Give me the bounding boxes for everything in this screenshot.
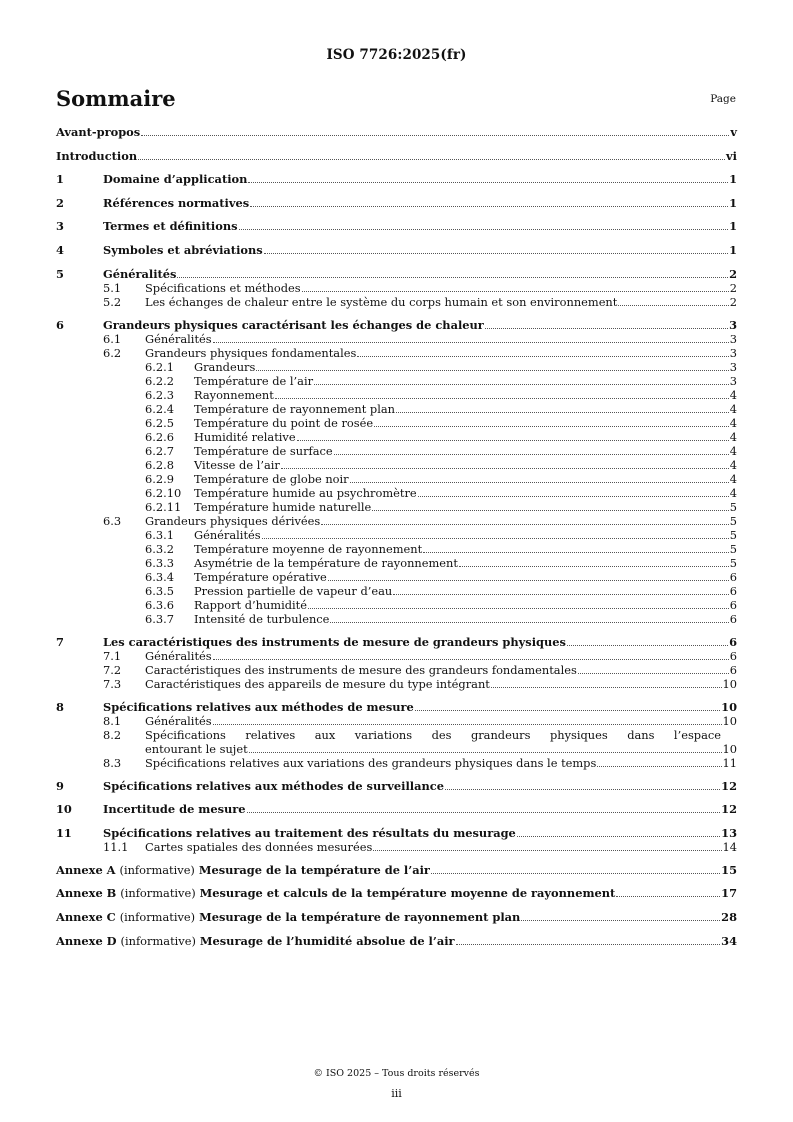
copyright-notice: © ISO 2025 – Tous droits réservés bbox=[313, 1068, 480, 1079]
dot-leader bbox=[330, 622, 728, 623]
toc-entry-page: 6 bbox=[729, 648, 737, 663]
dot-leader bbox=[321, 524, 729, 525]
toc-entry-number: 6.2.1 bbox=[145, 359, 174, 374]
toc-entry-title: Spécifications relatives aux méthodes de mesure bbox=[103, 699, 414, 714]
toc-entry-title: Introduction bbox=[56, 148, 138, 163]
toc-entry-number: 3 bbox=[56, 219, 64, 234]
annex-type: (informative) bbox=[120, 886, 196, 901]
toc-entry-page: 12 bbox=[721, 802, 737, 817]
toc-entry-number: 8.3 bbox=[103, 755, 122, 770]
toc-entry-page: 5 bbox=[729, 527, 737, 542]
toc-entry-title: Mesurage de la température de rayonnement plan bbox=[199, 909, 521, 924]
toc-entry-title: Avant-propos bbox=[56, 125, 141, 139]
dot-leader bbox=[141, 135, 729, 136]
dot-leader bbox=[350, 482, 729, 483]
toc-entry-title: Symboles et abréviations bbox=[103, 242, 263, 257]
annex-label: Annexe A bbox=[56, 862, 116, 877]
toc-entry-section-6[interactable] bbox=[56, 318, 737, 332]
dot-leader bbox=[459, 566, 729, 567]
toc-entry-section-11[interactable] bbox=[56, 826, 737, 840]
page-number: iii bbox=[391, 1087, 402, 1100]
toc-entry-title: Température opérative bbox=[194, 569, 327, 584]
toc-entry-page: 11 bbox=[722, 755, 737, 770]
toc-entry-6-3-6[interactable] bbox=[56, 598, 737, 612]
toc-entry-number: 7 bbox=[56, 634, 64, 649]
dot-leader bbox=[393, 594, 729, 595]
toc-entry-7-2[interactable] bbox=[56, 663, 737, 677]
toc-entry-5-2[interactable] bbox=[56, 295, 737, 309]
toc-entry-title: Asymétrie de la température de rayonnement bbox=[194, 555, 458, 570]
toc-entry-page: 5 bbox=[729, 499, 737, 514]
dot-leader bbox=[418, 496, 729, 497]
toc-entry-title: Température de rayonnement plan bbox=[194, 401, 395, 416]
toc-entry-page: v bbox=[730, 125, 737, 139]
toc-entry-page: 4 bbox=[729, 457, 737, 472]
dot-leader bbox=[314, 384, 729, 385]
toc-entry-page: 5 bbox=[729, 541, 737, 556]
toc-entry-title: Température de surface bbox=[194, 443, 333, 458]
toc-entry-title: Généralités bbox=[145, 331, 212, 346]
toc-entry-number: 11 bbox=[56, 825, 72, 840]
toc-entry-number: 6 bbox=[56, 317, 64, 332]
dot-leader bbox=[334, 454, 729, 455]
toc-entry-title: Généralités bbox=[145, 713, 212, 728]
toc-entry-6-2-1[interactable] bbox=[56, 360, 737, 374]
toc-entry-title: Domaine d’application bbox=[103, 172, 248, 187]
toc-entry-6-2-5[interactable] bbox=[56, 416, 737, 430]
toc-entry-number: 6.2.5 bbox=[145, 415, 174, 430]
toc-entry-page: 6 bbox=[729, 583, 737, 598]
toc-entry-number: 6.2.9 bbox=[145, 471, 174, 486]
toc-entry-number: 8.2 bbox=[103, 727, 122, 742]
toc-entry-page: 15 bbox=[721, 862, 737, 877]
toc-entry-title: Spécifications relatives aux méthodes de surveillance bbox=[103, 778, 444, 793]
toc-entry-page: 1 bbox=[729, 242, 737, 257]
toc-entry-title: Termes et définitions bbox=[103, 219, 238, 234]
toc-entry-title: Spécifications relatives au traitement des résultats du mesurage bbox=[103, 825, 516, 840]
toc-entry-title: Grandeurs bbox=[194, 359, 256, 374]
dot-leader bbox=[177, 277, 728, 278]
table-of-contents bbox=[56, 125, 737, 948]
toc-entry-title: Grandeurs physiques fondamentales bbox=[145, 345, 357, 360]
dot-leader bbox=[213, 724, 722, 725]
toc-entry-page: 1 bbox=[729, 172, 737, 187]
dot-leader bbox=[213, 342, 729, 343]
toc-entry-6-3-3[interactable] bbox=[56, 556, 737, 570]
toc-entry-number: 6.2.7 bbox=[145, 443, 174, 458]
toc-entry-number: 6.2.8 bbox=[145, 457, 174, 472]
toc-entry-6-3-4[interactable] bbox=[56, 570, 737, 584]
dot-leader bbox=[423, 552, 729, 553]
toc-entry-number: 6.2.11 bbox=[145, 499, 182, 514]
dot-leader bbox=[431, 873, 720, 874]
toc-entry-8-1[interactable] bbox=[56, 714, 737, 728]
dot-leader bbox=[328, 580, 729, 581]
toc-entry-title: Mesurage de la température de l’air bbox=[198, 862, 430, 877]
toc-entry-page: 10 bbox=[722, 676, 737, 691]
dot-leader bbox=[456, 944, 721, 945]
toc-entry-number: 11.1 bbox=[103, 839, 129, 854]
toc-entry-6-2-8[interactable] bbox=[56, 458, 737, 472]
toc-entry-6-2-4[interactable] bbox=[56, 402, 737, 416]
toc-entry-number: 6.2.6 bbox=[145, 429, 174, 444]
toc-entry-number: 9 bbox=[56, 778, 64, 793]
toc-entry-title: Incertitude de mesure bbox=[103, 802, 246, 817]
toc-entry-number: 5 bbox=[56, 266, 64, 281]
toc-entry-section-5[interactable] bbox=[56, 267, 737, 281]
toc-entry-section-3[interactable] bbox=[56, 219, 737, 233]
toc-entry-11-1[interactable] bbox=[56, 840, 737, 854]
toc-entry-6-3[interactable] bbox=[56, 514, 737, 528]
dot-leader bbox=[138, 159, 725, 160]
toc-entry-section-10[interactable] bbox=[56, 802, 737, 816]
annex-type: (informative) bbox=[119, 862, 195, 877]
toc-entry-number: 7.3 bbox=[103, 676, 122, 691]
toc-entry-annex-d[interactable] bbox=[56, 934, 737, 948]
toc-entry-title: Température du point de rosée bbox=[194, 415, 374, 430]
toc-entry-title: Vitesse de l’air bbox=[194, 457, 280, 472]
toc-entry-title: Température de globe noir bbox=[194, 471, 349, 486]
toc-entry-number: 1 bbox=[56, 172, 64, 187]
document-header: ISO 7726:2025(fr) bbox=[326, 47, 467, 63]
toc-entry-title: Spécifications et méthodes bbox=[145, 280, 301, 295]
dot-leader bbox=[250, 206, 728, 207]
dot-leader bbox=[578, 673, 729, 674]
toc-entry-title: Généralités bbox=[145, 648, 212, 663]
dot-leader bbox=[373, 850, 721, 851]
toc-entry-number: 6.3.6 bbox=[145, 597, 174, 612]
dot-leader bbox=[302, 291, 729, 292]
toc-entry-page: 1 bbox=[729, 219, 737, 234]
dot-leader bbox=[264, 253, 728, 254]
dot-leader bbox=[485, 328, 728, 329]
dot-leader bbox=[248, 182, 728, 183]
toc-entry-title: Humidité relative bbox=[194, 429, 296, 444]
toc-entry-page: 10 bbox=[721, 699, 737, 714]
toc-entry-6-2-2[interactable] bbox=[56, 374, 737, 388]
toc-entry-page: 2 bbox=[729, 266, 737, 281]
toc-entry-number: 7.1 bbox=[103, 648, 122, 663]
toc-entry-section-2[interactable] bbox=[56, 196, 737, 210]
toc-entry-page: 28 bbox=[721, 909, 737, 924]
toc-entry-7-1[interactable] bbox=[56, 649, 737, 663]
toc-entry-page: 4 bbox=[729, 429, 737, 444]
dot-leader bbox=[396, 412, 729, 413]
toc-entry-page: 5 bbox=[729, 513, 737, 528]
dot-leader bbox=[213, 659, 729, 660]
dot-leader bbox=[521, 920, 720, 921]
toc-entry-page: 12 bbox=[721, 778, 737, 793]
toc-entry-number: 6.2.3 bbox=[145, 387, 174, 402]
toc-entry-number: 6.3.1 bbox=[145, 527, 174, 542]
toc-entry-page: 4 bbox=[729, 443, 737, 458]
toc-entry-title: Température humide au psychromètre bbox=[194, 485, 417, 500]
toc-entry-title: Généralités bbox=[194, 527, 261, 542]
toc-entry-number: 5.2 bbox=[103, 294, 122, 309]
toc-entry-page: 34 bbox=[721, 933, 737, 948]
toc-entry-title-continued: entourant le sujet bbox=[145, 741, 248, 756]
toc-entry-title: Rapport d’humidité bbox=[194, 597, 307, 612]
toc-entry-6-3-2[interactable] bbox=[56, 542, 737, 556]
toc-entry-page: 6 bbox=[729, 662, 737, 677]
toc-entry-6-3-5[interactable] bbox=[56, 584, 737, 598]
toc-entry-title: Spécifications relatives aux variations des grandeurs physiques dans le temps bbox=[145, 755, 597, 770]
toc-entry-number: 8.1 bbox=[103, 713, 122, 728]
toc-entry-number: 2 bbox=[56, 195, 64, 210]
toc-entry-number: 6.3.7 bbox=[145, 611, 174, 626]
toc-entry-page: 5 bbox=[729, 555, 737, 570]
toc-entry-page: 6 bbox=[729, 634, 737, 649]
dot-leader bbox=[249, 752, 722, 753]
toc-entry-title: Spécifications relatives aux variations des grandeurs physiques dans l’espace bbox=[145, 727, 721, 742]
toc-entry-6-3-1[interactable] bbox=[56, 528, 737, 542]
toc-entry-title: Température moyenne de rayonnement bbox=[194, 541, 423, 556]
toc-entry-number: 6.3.5 bbox=[145, 583, 174, 598]
toc-entry-page: 4 bbox=[729, 485, 737, 500]
dot-leader bbox=[256, 370, 728, 371]
toc-entry-page: 3 bbox=[729, 359, 737, 374]
toc-entry-title: Grandeurs physiques dérivées bbox=[145, 513, 321, 528]
toc-entry-page: 1 bbox=[729, 195, 737, 210]
toc-entry-title: Caractéristiques des instruments de mesure des grandeurs fondamentales bbox=[145, 662, 577, 677]
toc-entry-6-3-7[interactable] bbox=[56, 612, 737, 626]
annex-label: Annexe C bbox=[56, 909, 116, 924]
toc-entry-annex-b[interactable] bbox=[56, 886, 737, 900]
toc-entry-number: 6.3.3 bbox=[145, 555, 174, 570]
dot-leader bbox=[517, 836, 720, 837]
toc-entry-6-2-7[interactable] bbox=[56, 444, 737, 458]
dot-leader bbox=[308, 608, 729, 609]
toc-entry-title: Mesurage de l’humidité absolue de l’air bbox=[199, 933, 455, 948]
toc-entry-annex-c[interactable] bbox=[56, 910, 737, 924]
toc-entry-number: 7.2 bbox=[103, 662, 122, 677]
toc-entry-page: 10 bbox=[722, 713, 737, 728]
toc-entry-title: Références normatives bbox=[103, 195, 250, 210]
dot-leader bbox=[247, 812, 721, 813]
dot-leader bbox=[275, 398, 729, 399]
toc-entry-page: 6 bbox=[729, 597, 737, 612]
dot-leader bbox=[262, 538, 729, 539]
toc-entry-title: Intensité de turbulence bbox=[194, 611, 330, 626]
toc-entry-page: 3 bbox=[729, 317, 737, 332]
annex-type: (informative) bbox=[119, 909, 196, 924]
dot-leader bbox=[281, 468, 729, 469]
toc-entry-6-2[interactable] bbox=[56, 346, 737, 360]
toc-entry-page: 17 bbox=[721, 886, 737, 901]
toc-entry-avant-propos[interactable] bbox=[56, 125, 737, 139]
dot-leader bbox=[239, 229, 729, 230]
annex-label: Annexe B bbox=[56, 886, 117, 901]
toc-entry-page: 13 bbox=[721, 825, 737, 840]
toc-entry-number: 5.1 bbox=[103, 280, 122, 295]
toc-entry-title: Les caractéristiques des instruments de mesure de grandeurs physiques bbox=[103, 634, 566, 649]
toc-entry-page: 4 bbox=[729, 471, 737, 486]
toc-entry-section-9[interactable] bbox=[56, 779, 737, 793]
toc-entry-title: Grandeurs physiques caractérisant les échanges de chaleur bbox=[103, 317, 484, 332]
toc-entry-section-8[interactable] bbox=[56, 700, 737, 714]
dot-leader bbox=[374, 426, 729, 427]
toc-entry-number: 6.2 bbox=[103, 345, 122, 360]
toc-entry-page: 14 bbox=[722, 839, 737, 854]
toc-entry-5-1[interactable] bbox=[56, 281, 737, 295]
toc-entry-number: 6.3.2 bbox=[145, 541, 174, 556]
toc-entry-page: 3 bbox=[729, 345, 737, 360]
dot-leader bbox=[372, 510, 728, 511]
toc-entry-number: 6.2.2 bbox=[145, 373, 174, 388]
toc-entry-title: Généralités bbox=[103, 266, 177, 281]
toc-entry-section-4[interactable] bbox=[56, 243, 737, 257]
toc-entry-page: 6 bbox=[729, 611, 737, 626]
toc-entry-8-3[interactable] bbox=[56, 756, 737, 770]
annex-label: Annexe D bbox=[56, 933, 117, 948]
toc-entry-number: 6.2.4 bbox=[145, 401, 174, 416]
toc-entry-page: 3 bbox=[729, 331, 737, 346]
toc-entry-title: Pression partielle de vapeur d’eau bbox=[194, 583, 393, 598]
toc-entry-6-2-3[interactable] bbox=[56, 388, 737, 402]
page-title: Sommaire bbox=[56, 86, 176, 111]
toc-entry-section-7[interactable] bbox=[56, 635, 737, 649]
toc-entry-title: Température de l’air bbox=[194, 373, 314, 388]
toc-entry-6-2-9[interactable] bbox=[56, 472, 737, 486]
toc-entry-number: 6.3 bbox=[103, 513, 122, 528]
dot-leader bbox=[597, 766, 721, 767]
toc-entry-6-2-10[interactable] bbox=[56, 486, 737, 500]
toc-entry-page: 10 bbox=[722, 741, 737, 756]
dot-leader bbox=[445, 789, 720, 790]
toc-entry-number: 6.3.4 bbox=[145, 569, 174, 584]
dot-leader bbox=[357, 356, 728, 357]
dot-leader bbox=[616, 896, 720, 897]
dot-leader bbox=[491, 687, 722, 688]
toc-entry-number: 6.2.10 bbox=[145, 485, 182, 500]
toc-entry-number: 4 bbox=[56, 242, 64, 257]
toc-entry-6-2-11[interactable] bbox=[56, 500, 737, 514]
dot-leader bbox=[567, 645, 728, 646]
annex-type: (informative) bbox=[120, 933, 196, 948]
toc-entry-page: 4 bbox=[729, 415, 737, 430]
toc-entry-7-3[interactable] bbox=[56, 677, 737, 691]
toc-entry-number: 10 bbox=[56, 802, 72, 817]
toc-entry-6-1[interactable] bbox=[56, 332, 737, 346]
toc-entry-title: Température humide naturelle bbox=[194, 499, 372, 514]
toc-entry-page: 4 bbox=[729, 401, 737, 416]
toc-entry-title: Rayonnement bbox=[194, 387, 274, 402]
page-column-label: Page bbox=[710, 93, 736, 105]
dot-leader bbox=[297, 440, 729, 441]
toc-entry-introduction[interactable] bbox=[56, 149, 737, 163]
toc-entry-page: 3 bbox=[729, 373, 737, 388]
toc-entry-page: 4 bbox=[729, 387, 737, 402]
toc-entry-8-2[interactable] bbox=[56, 728, 737, 756]
toc-entry-6-2-6[interactable] bbox=[56, 430, 737, 444]
toc-entry-page: 6 bbox=[729, 569, 737, 584]
dot-leader bbox=[415, 710, 720, 711]
toc-entry-page: 2 bbox=[729, 294, 737, 309]
dot-leader bbox=[618, 305, 728, 306]
toc-entry-title: Les échanges de chaleur entre le système du corps humain et son environnement bbox=[145, 294, 618, 309]
toc-entry-number: 6.1 bbox=[103, 331, 122, 346]
toc-entry-page: vi bbox=[726, 148, 737, 163]
toc-entry-number: 8 bbox=[56, 699, 64, 714]
toc-entry-title: Mesurage et calculs de la température moyenne de rayonnement bbox=[199, 886, 616, 901]
toc-entry-title: Cartes spatiales des données mesurées bbox=[145, 839, 373, 854]
toc-entry-title: Caractéristiques des appareils de mesure du type intégrant bbox=[145, 676, 490, 691]
toc-entry-annex-a[interactable] bbox=[56, 863, 737, 877]
toc-entry-page: 2 bbox=[729, 280, 737, 295]
toc-entry-section-1[interactable] bbox=[56, 172, 737, 186]
